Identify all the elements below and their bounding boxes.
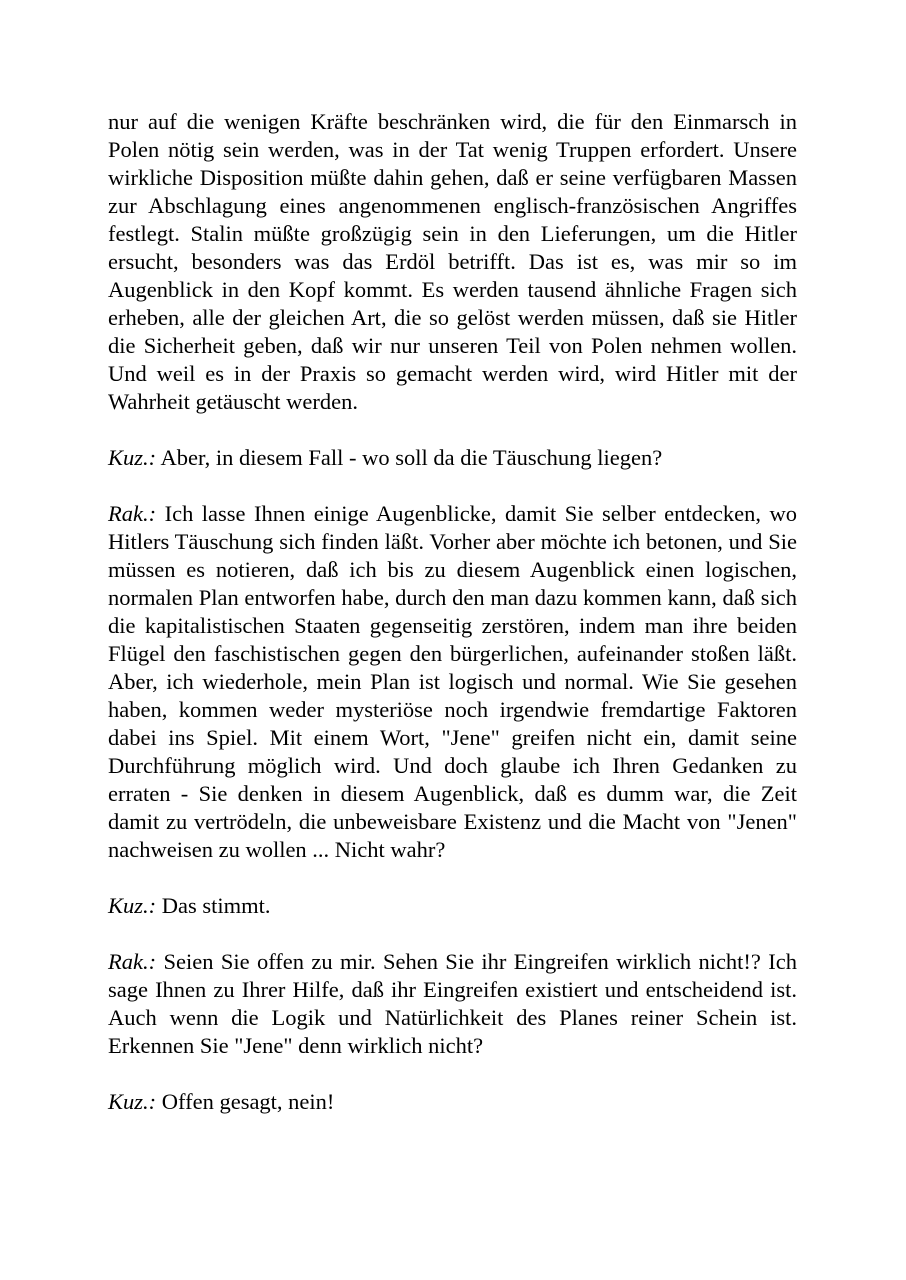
dialogue-paragraph-kuz-1 [108, 444, 797, 472]
paragraph-text: Seien Sie offen zu mir. Sehen Sie ihr Eingreifen wirklich nicht!? Ich sage Ihnen zu Ihrer Hilfe, daß ihr Eingreifen existiert und entscheidend ist. Auch wenn die Logik und Natürlichkeit des Planes reiner Schein ist. Erkennen Sie "Jene" denn wirklich nicht? [108, 949, 798, 1058]
speaker-label: Kuz.: [108, 893, 157, 918]
paragraph-text: Aber, in diesem Fall - wo soll da die Täuschung liegen? [160, 445, 663, 470]
paragraph-text: Offen gesagt, nein! [161, 1089, 335, 1114]
dialogue-paragraph-rak-1 [108, 500, 797, 864]
paragraph-text: Ich lasse Ihnen einige Augenblicke, damit Sie selber entdecken, wo Hitlers Täuschung sich finden läßt. Vorher aber möchte ich betonen, und Sie müssen es notieren, daß ich bis zu diesem Augenblick einen logischen, normalen Plan entworfen habe, durch den man dazu kommen kann, daß sich die kapitalistischen Staaten gegenseitig zerstören, indem man ihre beiden Flügel den faschistischen gegen den bürgerlichen, aufeinander stoßen läßt. Aber, ich wiederhole, mein Plan ist logisch und normal. Wie Sie gesehen haben, kommen weder mysteriöse noch irgendwie fremdartige Faktoren dabei ins Spiel. Mit einem Wort, "Jene" greifen nicht ein, damit seine Durchführung möglich wird. Und doch glaube ich Ihren Gedanken zu erraten - Sie denken in diesem Augenblick, daß es dumm war, die Zeit damit zu vertrödeln, die unbeweisbare Existenz und die Macht von "Jenen" nachweisen zu wollen ... Nicht wahr? [108, 501, 797, 862]
speaker-label: Kuz.: [108, 445, 157, 470]
speaker-label: Kuz.: [108, 1089, 157, 1114]
speaker-label: Rak.: [108, 949, 157, 974]
speaker-label: Rak.: [108, 501, 157, 526]
document-page [108, 108, 797, 1144]
dialogue-paragraph-kuz-3 [108, 1088, 797, 1116]
dialogue-paragraph-kuz-2 [108, 892, 797, 920]
dialogue-paragraph-rak-2 [108, 948, 797, 1060]
paragraph-text: Das stimmt. [161, 893, 271, 918]
paragraph-text: nur auf die wenigen Kräfte beschränken wird, die für den Einmarsch in Polen nötig sein werden, was in der Tat wenig Truppen erfordert. Unsere wirkliche Disposition müßte dahin gehen, daß er seine verfügbaren Massen zur Abschlagung eines angenommenen englisch-französischen Angriffes festlegt. Stalin müßte großzügig sein in den Lieferungen, um die Hitler ersucht, besonders was das Erdöl betrifft. Das ist es, was mir so im Augenblick in den Kopf kommt. Es werden tausend ähnliche Fragen sich erheben, alle der gleichen Art, die so gelöst werden müssen, daß sie Hitler die Sicherheit geben, daß wir nur unseren Teil von Polen nehmen wollen. Und weil es in der Praxis so gemacht werden wird, wird Hitler mit der Wahrheit getäuscht werden. [108, 109, 797, 414]
paragraph-continuation [108, 108, 797, 416]
